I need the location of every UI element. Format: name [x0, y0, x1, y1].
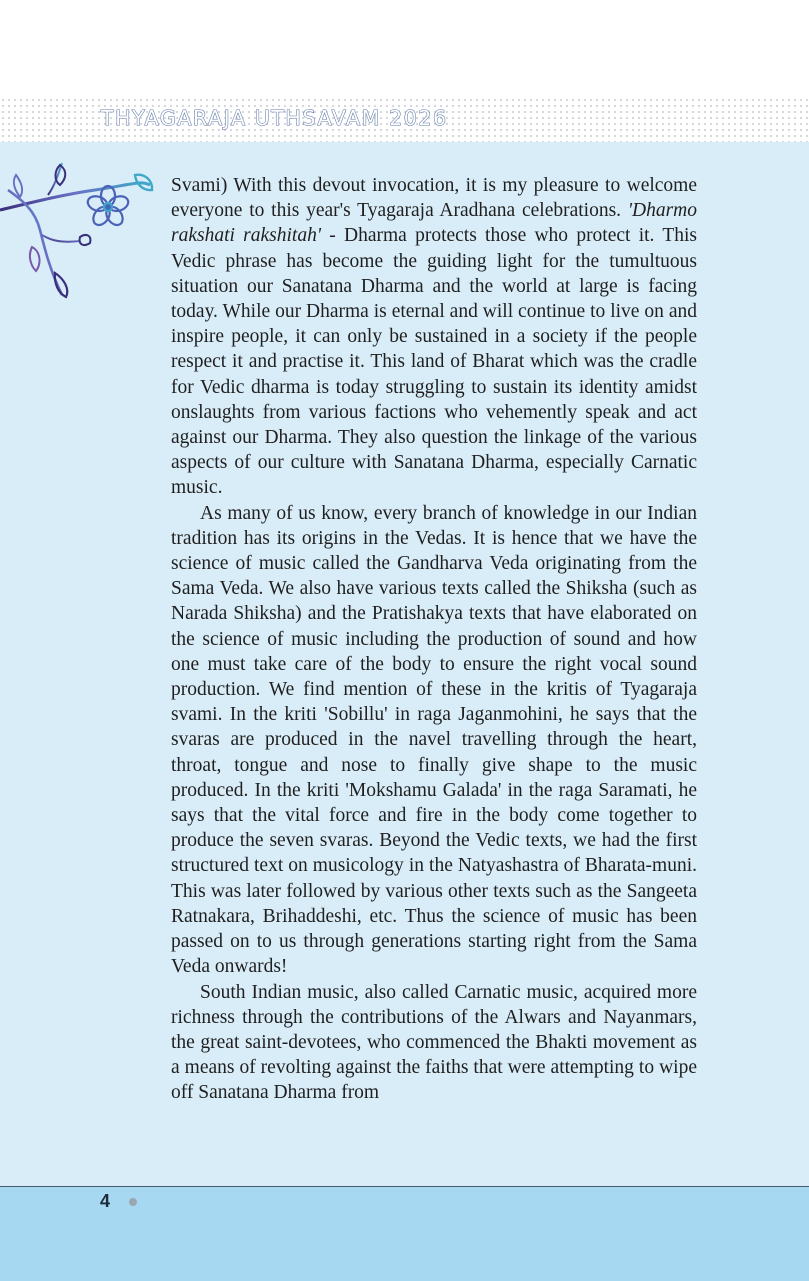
paragraph-3: South Indian music, also called Carnatic music, acquired more richness through the contributions of the Alwars and Nayanmars, the great saint-devotees, who commenced the Bhakti movement as a means of revolting against the faiths that were attempting to wipe off Sanatana Dharma from [171, 981, 697, 1104]
paragraph-1-end: - Dharma protects those who protect it. This Vedic phrase has become the guiding light for the tumultuous situation our Sanatana Dharma and the world at large is facing today. While our Dharma is eternal and will continue to live on and inspire people, it can only be sustained in a society if the people respect it and practise it. This land of Bharat which was the cradle for Vedic dharma is today struggling to sustain its identity amidst onslaughts from various factions who vehemently speak and act against our Dharma. They also question the linkage of the various aspects of our culture with Sanatana Dharma, especially Carnatic music. [171, 225, 697, 499]
page-number: 4 [100, 1191, 111, 1211]
paragraph-1 [171, 173, 697, 501]
sanskrit-quote: 'Dharmo rakshati rakshitah' [171, 200, 697, 247]
article-body [171, 173, 697, 1106]
paragraph-2: As many of us know, every branch of knowledge in our Indian tradition has its origins in the Vedas. It is hence that we have the science of music called the Gandharva Veda originating from the Sama Veda. We also have various texts called the Shiksha (such as Narada Shiksha) and the Pratishakya texts that have elaborated on the science of music including the production of sound and how one must take care of the body to ensure the right vocal sound production. We find mention of these in the kritis of Tyagaraja svami. In the kriti 'Sobillu' in raga Jaganmohini, he says that the svaras are produced in the navel travelling through the heart, throat, tongue and nose to finally give shape to the music produced. In the kriti 'Mokshamu Galada' in the raga Saramati, he says that the vital force and fire in the body come together to produce the seven svaras. Beyond the Vedic texts, we had the first structured text on musicology in the Natyashastra of Bharata-muni. This was later followed by various other texts such as the Sangeeta Ratnakara, Brihaddeshi, etc. Thus the science of music has been passed on to us through generations starting right from the Sama Veda onwards! [171, 502, 697, 978]
floral-vine-icon [0, 155, 160, 305]
page-footer [0, 1187, 809, 1281]
page-dot-icon [129, 1198, 137, 1206]
running-header-title: THYAGARAJA UTHSAVAM 2026 [101, 106, 448, 130]
paragraph-1-start: Svami) With this devout invocation, it is my pleasure to welcome everyone to this year's Tyagaraja Aradhana celebrations. [171, 175, 697, 222]
